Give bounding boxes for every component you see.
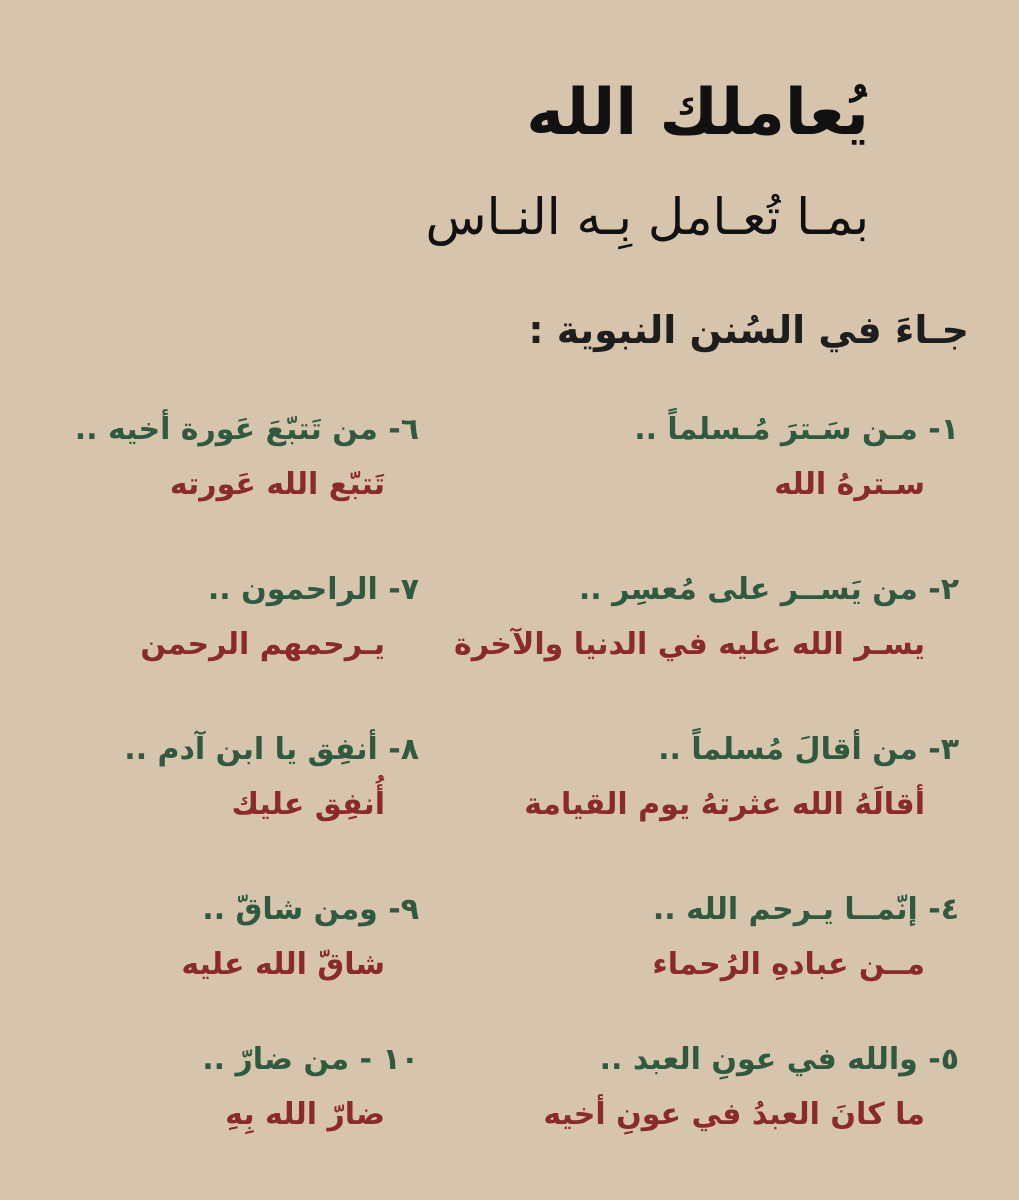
saying-reward: يـرحمهم الرحمن <box>140 627 385 662</box>
list-item <box>519 890 959 984</box>
saying-condition: ٥- والله في عونِ العبد .. <box>599 1042 959 1077</box>
saying-condition: ٨- أنفِق يا ابن آدم .. <box>124 732 419 767</box>
list-item <box>29 410 419 504</box>
saying-condition: ٤- إنّمــا يـرحم الله .. <box>652 892 959 927</box>
saying-condition: ٧- الراحمون .. <box>207 572 419 607</box>
saying-reward: سـترهُ الله <box>774 467 925 502</box>
saying-reward: أُنفِق عليك <box>231 787 385 822</box>
list-item <box>519 730 959 824</box>
saying-reward: يسـر الله عليه في الدنيا والآخرة <box>453 627 925 662</box>
saying-condition: ٣- من أقالَ مُسلماً .. <box>658 732 959 767</box>
saying-condition: ٩- ومن شاقّ .. <box>202 892 419 927</box>
poster-title: يُعاملك الله <box>526 76 869 150</box>
saying-condition: ٢- من يَســر على مُعسِر .. <box>578 572 959 607</box>
saying-reward: شاقّ الله عليه <box>181 947 385 982</box>
saying-reward: أقالَهُ الله عثرتهُ يوم القيامة <box>524 787 925 822</box>
saying-reward: ما كانَ العبدُ في عونِ أخيه <box>543 1097 925 1132</box>
section-intro: جـاءَ في السُنن النبوية : <box>528 308 969 352</box>
list-item <box>453 570 959 664</box>
saying-reward: تَتبّع الله عَورته <box>169 467 385 502</box>
saying-reward: مــن عبادهِ الرُحماء <box>652 947 925 982</box>
list-item <box>29 890 419 984</box>
list-item <box>29 570 419 664</box>
list-item <box>519 410 959 504</box>
list-item <box>29 1040 419 1134</box>
list-item <box>29 730 419 824</box>
saying-reward: ضارّ الله بِهِ <box>225 1097 385 1132</box>
list-item <box>519 1040 959 1134</box>
saying-condition: ١- مـن سَـترَ مُـسلماً .. <box>634 412 959 447</box>
saying-condition: ٦- من تَتبّعَ عَورة أخيه .. <box>74 412 419 447</box>
poster-subtitle: بمـا تُعـامل بِـه النـاس <box>425 188 869 246</box>
saying-condition: ١٠ - من ضارّ .. <box>202 1042 419 1077</box>
